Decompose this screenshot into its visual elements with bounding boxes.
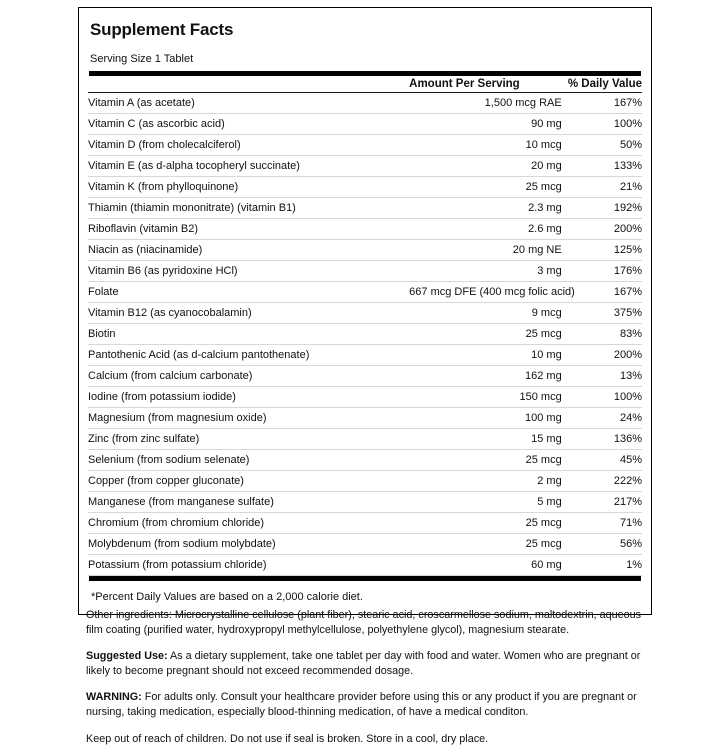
nutrient-amount: 2.3 mg [409,198,562,219]
warning-text: For adults only. Consult your healthcare provider before using this or any product if you are pregnant or nursing, taking medication, especially blood-thinning medication, of have a medical conditon. [86,691,637,718]
suggested-use-paragraph [86,649,644,678]
nutrient-name: Iodine (from potassium iodide) [88,387,409,408]
nutrient-daily-value: 50% [562,135,642,156]
nutrient-daily-value: 21% [562,177,642,198]
nutrient-name: Vitamin A (as acetate) [88,93,409,114]
nutrient-amount: 60 mg [409,555,562,576]
nutrient-amount: 25 mcg [409,324,562,345]
nutrient-amount: 90 mg [409,114,562,135]
nutrient-amount: 9 mcg [409,303,562,324]
serving-size-text: Serving Size 1 Tablet [90,53,194,65]
nutrient-amount: 150 mcg [409,387,562,408]
nutrient-daily-value: 136% [562,429,642,450]
table-row [88,450,642,471]
nutrient-daily-value: 176% [562,261,642,282]
nutrient-name: Vitamin C (as ascorbic acid) [88,114,409,135]
nutrient-amount: 25 mcg [409,177,562,198]
nutrient-amount: 100 mg [409,408,562,429]
table-row [88,303,642,324]
table-body [88,93,642,576]
nutrient-amount: 20 mg [409,156,562,177]
nutrient-daily-value: 375% [562,303,642,324]
nutrient-daily-value: 192% [562,198,642,219]
nutrient-daily-value: 83% [562,324,642,345]
nutrient-daily-value: 56% [562,534,642,555]
nutrient-daily-value: 217% [562,492,642,513]
storage-paragraph: Keep out of reach of children. Do not use if seal is broken. Store in a cool, dry place. [86,732,489,745]
table-row [88,240,642,261]
nutrient-daily-value: 125% [562,240,642,261]
nutrient-daily-value: 100% [562,114,642,135]
nutrient-name: Copper (from copper gluconate) [88,471,409,492]
nutrient-name: Potassium (from potassium chloride) [88,555,409,576]
nutrient-name: Zinc (from zinc sulfate) [88,429,409,450]
nutrient-daily-value: 133% [562,156,642,177]
table-row [88,513,642,534]
table-row [88,114,642,135]
table-row [88,366,642,387]
table-row [88,471,642,492]
table-row [88,219,642,240]
header-blank-cell [88,76,409,93]
nutrient-name: Magnesium (from magnesium oxide) [88,408,409,429]
nutrient-amount: 3 mg [409,261,562,282]
table-row [88,177,642,198]
nutrient-name: Riboflavin (vitamin B2) [88,219,409,240]
nutrient-daily-value: 200% [562,345,642,366]
nutrient-amount: 2 mg [409,471,562,492]
nutrient-name: Vitamin K (from phylloquinone) [88,177,409,198]
table-row [88,198,642,219]
table-row [88,345,642,366]
nutrient-name: Niacin as (niacinamide) [88,240,409,261]
table-row [88,387,642,408]
nutrient-daily-value: 1% [562,555,642,576]
nutrient-amount: 667 mcg DFE (400 mcg folic acid) [409,282,562,303]
nutrient-amount: 1,500 mcg RAE [409,93,562,114]
nutrient-daily-value: 24% [562,408,642,429]
nutrient-daily-value: 13% [562,366,642,387]
nutrient-amount: 10 mcg [409,135,562,156]
supplement-facts-inner [79,8,651,614]
suggested-use-text: As a dietary supplement, take one tablet per day with food and water. Women who are pregnant or likely to become pregnant should not exceed recommended dosage. [86,650,641,677]
nutrient-name: Vitamin E (as d-alpha tocopheryl succinate) [88,156,409,177]
nutrient-daily-value: 167% [562,282,642,303]
table-row [88,282,642,303]
suggested-use-label: Suggested Use: [86,650,168,663]
table-row [88,156,642,177]
column-header-percent-daily-value: % Daily Value [562,76,642,93]
nutrient-name: Vitamin D (from cholecalciferol) [88,135,409,156]
table-header [88,76,642,93]
nutrient-name: Pantothenic Acid (as d-calcium pantothenate) [88,345,409,366]
nutrient-amount: 10 mg [409,345,562,366]
table-row [88,555,642,576]
page-title: Supplement Facts [90,20,234,39]
supplement-facts-panel [78,7,652,615]
nutrient-name: Folate [88,282,409,303]
table-header-row [88,76,642,93]
nutrient-daily-value: 167% [562,93,642,114]
nutrition-table [88,76,642,576]
warning-label: WARNING: [86,691,142,704]
table-row [88,135,642,156]
table-row [88,93,642,114]
table-row [88,492,642,513]
label-text-blocks [86,608,644,746]
nutrient-amount: 162 mg [409,366,562,387]
table-row [88,534,642,555]
nutrient-amount: 20 mg NE [409,240,562,261]
nutrient-amount: 2.6 mg [409,219,562,240]
nutrient-daily-value: 200% [562,219,642,240]
table-row [88,408,642,429]
nutrient-daily-value: 222% [562,471,642,492]
nutrient-name: Molybdenum (from sodium molybdate) [88,534,409,555]
other-ingredients-paragraph: Other ingredients: Microcrystalline cellulose (plant fiber), stearic acid, croscarmellose sodium, maltodextrin, aqueous film coating (purified water, hydroxypropyl methylcellulose, polyethylene glycol), magnesium stearate. [86,609,642,636]
nutrient-daily-value: 45% [562,450,642,471]
nutrient-amount: 15 mg [409,429,562,450]
nutrient-name: Biotin [88,324,409,345]
nutrient-name: Manganese (from manganese sulfate) [88,492,409,513]
nutrient-name: Vitamin B6 (as pyridoxine HCl) [88,261,409,282]
nutrient-amount: 25 mcg [409,513,562,534]
nutrient-daily-value: 100% [562,387,642,408]
nutrient-amount: 25 mcg [409,534,562,555]
table-row [88,429,642,450]
nutrient-amount: 25 mcg [409,450,562,471]
nutrient-name: Thiamin (thiamin mononitrate) (vitamin B1) [88,198,409,219]
nutrient-name: Chromium (from chromium chloride) [88,513,409,534]
daily-value-footnote: *Percent Daily Values are based on a 2,000 calorie diet. [91,591,363,603]
column-header-amount-per-serving: Amount Per Serving [409,76,562,93]
warning-paragraph [86,690,644,719]
table-row [88,261,642,282]
table-row [88,324,642,345]
nutrient-daily-value: 71% [562,513,642,534]
nutrient-name: Vitamin B12 (as cyanocobalamin) [88,303,409,324]
nutrient-amount: 5 mg [409,492,562,513]
nutrient-name: Calcium (from calcium carbonate) [88,366,409,387]
nutrient-name: Selenium (from sodium selenate) [88,450,409,471]
